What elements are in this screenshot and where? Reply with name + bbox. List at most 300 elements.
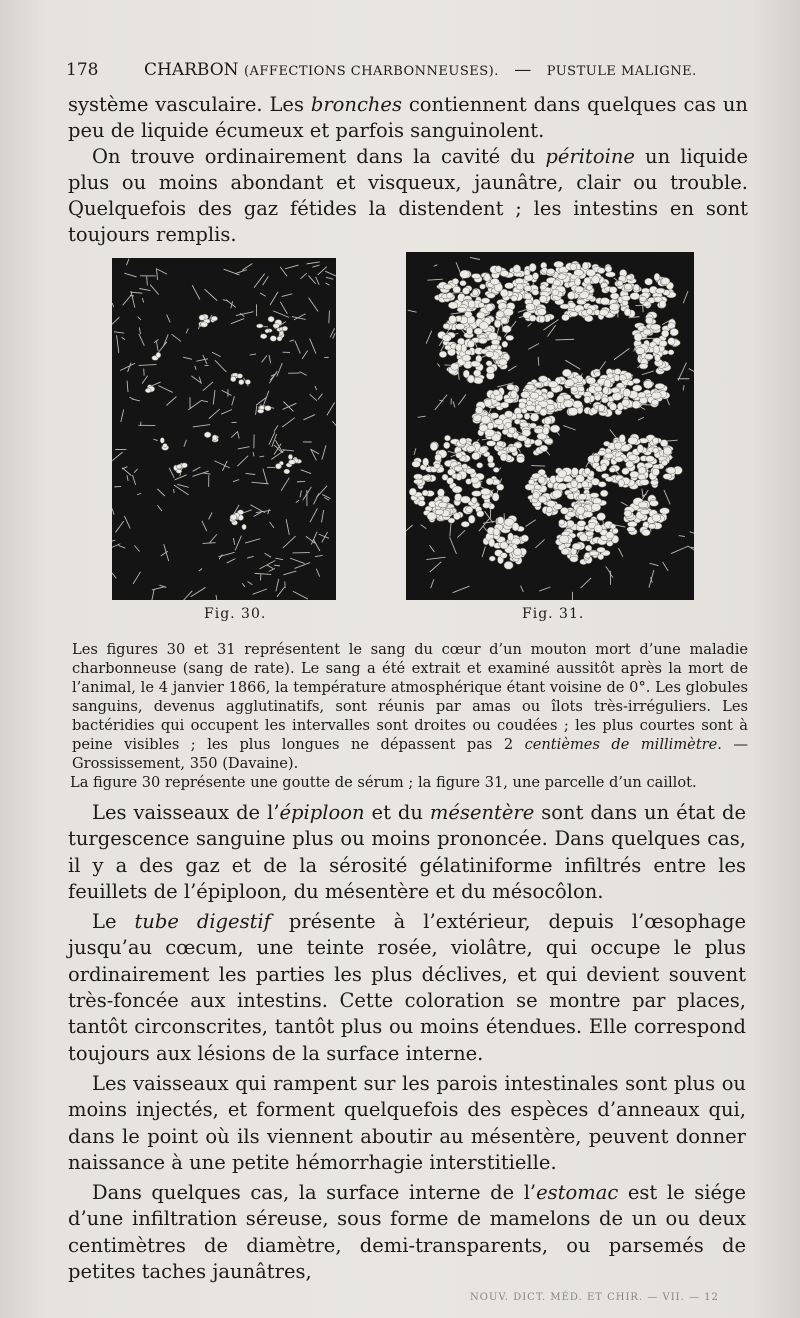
figure-31-micrograph <box>406 252 694 600</box>
blood-globule <box>454 466 462 471</box>
blood-globule <box>575 278 581 286</box>
bacteria-rod <box>453 401 455 407</box>
blood-globule <box>500 289 508 297</box>
blood-globule <box>595 386 602 392</box>
bacteria-rod <box>158 386 172 393</box>
bacteria-rod <box>555 339 574 340</box>
bacteria-rod <box>453 586 470 593</box>
blood-globule <box>567 512 576 518</box>
bacteria-rod <box>122 337 126 339</box>
running-title-right: PUSTULE MALIGNE. <box>546 64 697 79</box>
blood-globule <box>643 329 651 335</box>
bacteria-rod <box>164 544 169 561</box>
blood-globule <box>661 330 668 337</box>
bacteria-rod <box>316 277 320 285</box>
blood-globule <box>653 345 659 353</box>
text-run: Dans quelques cas, la surface interne de l’ <box>92 1181 537 1205</box>
blood-globule <box>597 513 606 521</box>
blood-globule <box>601 397 608 403</box>
blood-globule <box>645 317 652 324</box>
blood-globule <box>639 296 646 301</box>
blood-globule <box>494 419 502 425</box>
bacteria-rod <box>252 482 269 484</box>
blood-globule <box>598 554 604 560</box>
blood-globule <box>507 384 515 390</box>
blood-globule <box>645 278 653 285</box>
bacteria-rod <box>142 298 143 302</box>
blood-globule <box>553 280 560 286</box>
bacteria-rod <box>195 366 196 370</box>
bacteria-rod <box>318 394 323 400</box>
blood-globule <box>237 374 243 379</box>
bacteria-rod <box>649 570 654 588</box>
blood-globule <box>145 388 151 393</box>
blood-globule <box>606 532 614 539</box>
italic-term: mésentère <box>429 801 535 824</box>
bacteria-rod <box>213 390 215 404</box>
blood-globule <box>230 376 236 381</box>
blood-globule <box>597 547 606 552</box>
blood-globule <box>652 392 662 399</box>
blood-globule <box>427 512 436 520</box>
blood-globule <box>435 509 444 515</box>
bacteria-rod <box>269 371 277 383</box>
bacteria-rod <box>303 415 315 420</box>
bacteria-rod <box>233 538 234 545</box>
blood-globule <box>529 315 536 321</box>
bacteria-rod <box>312 265 319 267</box>
blood-globule <box>484 399 492 407</box>
bacteria-rod <box>130 292 142 293</box>
bacteria-rod <box>678 363 686 381</box>
bacteria-rod <box>132 475 135 485</box>
blood-globule <box>565 379 575 386</box>
blood-globule <box>521 535 529 542</box>
bacteria-rod <box>563 426 576 430</box>
blood-globule <box>610 293 619 299</box>
bacteria-rod <box>283 571 296 575</box>
blood-globule <box>651 324 661 330</box>
blood-globule <box>508 533 514 541</box>
blood-globule <box>442 335 451 342</box>
bacteria-rod <box>260 293 266 296</box>
blood-globule <box>508 427 515 434</box>
blood-globule <box>595 371 601 376</box>
blood-globule <box>526 303 535 310</box>
text-run: un liquide plus ou moins abondant et visqueux, jaunâtre, clair ou trouble. Quelquefois des gaz fétides la distendent ; les intestins en sont toujours remplis. <box>68 145 748 246</box>
blood-globule <box>564 400 574 408</box>
italic-term: épiploon <box>279 801 365 824</box>
bacteria-rod <box>638 417 644 420</box>
blood-globule <box>459 438 466 444</box>
blood-globule <box>470 477 479 483</box>
blood-globule <box>576 506 584 514</box>
blood-globule <box>538 376 547 383</box>
blood-globule <box>611 388 620 393</box>
bacteria-rod <box>327 403 335 416</box>
bacteria-rod <box>203 382 213 391</box>
blood-globule <box>524 413 530 419</box>
bacteria-rod <box>175 475 187 480</box>
bacteria-rod <box>166 397 176 406</box>
blood-globule <box>547 391 554 398</box>
blood-globule <box>661 278 670 285</box>
blood-globule <box>288 454 292 459</box>
blood-globule <box>652 468 659 476</box>
blood-globule <box>177 464 182 469</box>
blood-globule <box>624 284 632 290</box>
blood-globule <box>655 383 665 389</box>
blood-globule <box>659 300 666 308</box>
blood-globule <box>543 427 549 435</box>
legend-paragraph-2: La figure 30 représente une goutte de sérum ; la figure 31, une parcelle d’un caillot. <box>70 774 697 791</box>
bacteria-rod <box>470 257 480 259</box>
bacteria-rod <box>167 315 170 323</box>
bacteria-rod <box>112 303 113 307</box>
bacteria-rod <box>332 421 336 430</box>
blood-globule <box>547 268 555 274</box>
bacteria-rod <box>690 532 694 537</box>
bacteria-rod <box>290 340 295 341</box>
bacteria-rod <box>221 410 232 415</box>
blood-globule <box>614 442 622 449</box>
blood-globule <box>486 441 495 447</box>
blood-globule <box>638 467 646 474</box>
bacteria-rod <box>315 386 317 390</box>
blood-globule <box>463 370 469 378</box>
blood-globule <box>499 359 508 366</box>
blood-globule <box>578 494 587 500</box>
blood-globule <box>546 404 555 410</box>
bacteria-rod <box>131 291 135 308</box>
blood-globule <box>599 309 608 316</box>
bacteria-rod <box>310 338 316 353</box>
blood-globule <box>514 548 522 556</box>
blood-globule <box>181 463 187 468</box>
blood-globule <box>528 479 534 485</box>
running-title-sub: (AFFECTIONS CHARBONNEUSES). <box>243 64 499 79</box>
blood-globule <box>461 521 469 527</box>
blood-globule <box>600 490 608 497</box>
blood-globule <box>502 341 508 347</box>
bacteria-rod <box>408 310 417 312</box>
blood-globule <box>265 406 272 411</box>
bacteria-rod <box>123 295 132 305</box>
blood-globule <box>451 363 459 370</box>
blood-globule <box>481 488 491 495</box>
blood-globule <box>414 479 423 484</box>
blood-globule <box>532 289 539 295</box>
blood-globule <box>260 334 267 339</box>
bacteria-rod <box>231 319 244 324</box>
bacteria-rod <box>414 448 416 455</box>
blood-globule <box>462 355 471 362</box>
blood-globule <box>422 475 430 481</box>
bacteria-rod <box>139 365 157 366</box>
blood-globule <box>534 439 542 446</box>
blood-globule <box>585 531 593 536</box>
blood-globule <box>447 292 454 298</box>
blood-globule <box>638 474 646 480</box>
bottom-text-block <box>68 800 746 1289</box>
bacteria-rod <box>139 289 150 291</box>
bacteria-rod <box>322 445 326 459</box>
bacteria-rod <box>201 400 208 401</box>
blood-globule <box>487 422 493 429</box>
text-run: Les vaisseaux qui rampent sur les parois intestinales sont plus ou moins injectés, et forment quelquefois des espèces d’anneaux qui, dans le point où ils viennent aboutir au mésentère, peuvent donner naissance à une petite hémorrhagie interstitielle. <box>68 1071 746 1174</box>
running-title <box>144 60 697 80</box>
blood-globule <box>651 400 658 406</box>
text-run: Le <box>92 910 135 934</box>
bacteria-rod <box>263 276 269 285</box>
bacteria-rod <box>216 595 218 600</box>
blood-globule <box>204 432 211 438</box>
blood-globule <box>652 437 658 444</box>
blood-globule <box>484 274 491 282</box>
blood-globule <box>462 287 469 294</box>
blood-globule <box>473 370 480 377</box>
bacteria-rod <box>236 312 254 316</box>
bacteria-rod <box>124 516 130 529</box>
blood-globule <box>524 285 532 291</box>
blood-globule <box>485 351 493 357</box>
blood-globule <box>460 280 467 286</box>
blood-globule <box>487 293 496 298</box>
blood-globule <box>239 379 244 384</box>
bacteria-rod <box>664 490 670 504</box>
blood-globule <box>600 298 609 305</box>
blood-globule <box>489 556 495 561</box>
italic-term: centièmes de millimètre. <box>524 736 722 753</box>
bacteria-rod <box>282 418 294 427</box>
bacteria-rod <box>310 394 317 401</box>
bacteria-rod <box>121 409 124 422</box>
blood-globule <box>557 395 564 403</box>
blood-globule <box>430 442 437 450</box>
bacteria-rod <box>196 359 208 361</box>
bacteria-rod <box>181 591 193 600</box>
bacteria-rod <box>199 569 202 571</box>
bacteria-rod <box>565 360 580 369</box>
blood-globule <box>461 496 471 503</box>
blood-globule <box>258 409 264 413</box>
page-header <box>66 60 726 86</box>
bacteria-rod <box>158 342 167 353</box>
bacteria-rod <box>326 283 330 285</box>
blood-globule <box>211 316 218 321</box>
bacteria-rod <box>183 357 192 359</box>
bacteria-rod <box>250 354 256 355</box>
bacteria-rod <box>406 525 413 532</box>
blood-globule <box>630 293 640 300</box>
bacteria-rod <box>434 265 438 267</box>
blood-globule <box>529 263 536 271</box>
bacteria-rod <box>457 530 465 537</box>
bacteria-rod <box>112 317 119 327</box>
blood-globule <box>653 448 659 454</box>
bacteria-rod <box>127 381 128 392</box>
bacteria-rod <box>218 552 234 556</box>
paragraph <box>68 1071 746 1176</box>
bacteria-rod <box>142 376 148 384</box>
blood-globule <box>242 524 247 530</box>
bacteria-rod <box>435 395 447 410</box>
blood-globule <box>256 324 263 328</box>
blood-globule <box>586 377 596 384</box>
blood-globule <box>437 489 444 497</box>
bacteria-rod <box>528 343 539 349</box>
bacteria-rod <box>429 545 434 552</box>
blood-globule <box>467 446 476 452</box>
blood-globule <box>201 322 208 327</box>
text-run: Les figures 30 et 31 représentent le sang du cœur d’un mouton mort d’une maladie charbonneuse (sang de rate). Le sang a été extrait et examiné aussitôt après la mort de l’animal, le 4 janvier 1866, la température atmosphérique étant voisine de 0°. Les globules sanguins, devenus agglutinatifs, sont réunis par amas ou îlots très-irréguliers. Les bactéridies qui occupent les intervalles sont droites ou coudées ; les plus courtes sont à peine visibles ; les plus longues ne dépassent pas 2 <box>72 641 748 753</box>
bacteria-rod <box>313 539 320 551</box>
blood-globule <box>496 441 503 446</box>
blood-globule <box>491 278 500 284</box>
blood-globule <box>584 277 591 284</box>
blood-globule <box>497 517 504 524</box>
blood-globule <box>524 270 530 276</box>
bacteria-rod <box>309 298 319 312</box>
blood-globule <box>636 347 645 354</box>
bacteria-rod <box>329 310 330 323</box>
bacteria-rod <box>255 573 272 574</box>
blood-globule <box>618 479 624 487</box>
blood-globule <box>443 323 449 329</box>
bacteria-rod <box>134 545 139 551</box>
blood-globule <box>582 262 588 269</box>
italic-term: bronches <box>310 93 402 116</box>
bacteria-rod <box>297 481 305 482</box>
bacteria-rod <box>227 559 236 563</box>
blood-globule <box>612 393 622 401</box>
blood-globule <box>486 478 493 485</box>
bacteria-rod <box>117 335 119 353</box>
blood-globule <box>477 463 483 469</box>
blood-globule <box>605 266 612 272</box>
bacteria-rod <box>274 425 278 431</box>
bacteria-rod <box>270 522 274 528</box>
blood-globule <box>230 514 237 520</box>
bacteria-rod <box>281 478 289 491</box>
blood-globule <box>539 295 547 302</box>
blood-globule <box>550 425 560 433</box>
blood-globule <box>456 344 462 351</box>
bacteria-rod <box>421 525 427 529</box>
bacteria-rod <box>172 334 181 341</box>
blood-globule <box>489 539 495 547</box>
bacteria-rod <box>191 587 206 596</box>
blood-globule <box>504 411 512 418</box>
text-run: Les vaisseaux de l’ <box>92 801 280 824</box>
top-text-block <box>68 92 748 248</box>
blood-globule <box>533 273 539 280</box>
bacteria-rod <box>290 558 305 563</box>
bacteria-rod <box>231 431 238 437</box>
bacteria-rod <box>152 587 166 590</box>
bacteria-rod <box>138 317 141 320</box>
blood-globule <box>409 488 416 496</box>
bacteria-rod <box>112 540 115 544</box>
bacteria-rod <box>269 432 275 445</box>
blood-globule <box>562 314 570 321</box>
bacteria-rod <box>271 450 284 459</box>
blood-globule <box>486 366 495 373</box>
blood-globule <box>513 265 521 273</box>
blood-globule <box>530 413 539 421</box>
bacteria-rod <box>448 451 455 453</box>
blood-globule <box>544 438 553 444</box>
text-run: et du <box>364 801 430 824</box>
bacteria-rod <box>222 390 232 395</box>
blood-globule <box>650 500 659 506</box>
bacteria-rod <box>114 332 124 333</box>
legend-paragraph <box>72 640 748 773</box>
blood-globule <box>501 317 508 324</box>
blood-globule <box>572 543 581 549</box>
bacteria-rod <box>431 579 434 588</box>
bacteria-rod <box>302 351 308 359</box>
blood-globule <box>640 509 649 514</box>
blood-globule <box>607 373 613 378</box>
bacteria-rod <box>282 294 293 297</box>
bacteria-rod <box>277 363 283 376</box>
blood-globule <box>632 401 640 409</box>
blood-globule <box>466 506 473 512</box>
blood-globule <box>524 293 532 299</box>
blood-globule <box>452 278 459 284</box>
bacteria-rod <box>260 456 265 457</box>
blood-globule <box>546 507 552 513</box>
blood-globule <box>654 354 660 361</box>
bacteria-rod <box>151 589 154 600</box>
bacteria-rod <box>275 558 283 559</box>
blood-globule <box>617 280 623 286</box>
bacteria-rod <box>280 302 287 314</box>
blood-globule <box>465 311 473 317</box>
bacteria-rod <box>157 269 167 274</box>
blood-globule <box>480 284 486 289</box>
blood-globule <box>626 275 632 280</box>
blood-globule <box>456 452 462 458</box>
blood-globule <box>609 403 616 410</box>
blood-globule <box>477 511 484 517</box>
bacteria-rod <box>307 262 320 264</box>
bacteria-rod <box>132 399 140 401</box>
blood-globule <box>479 446 487 453</box>
blood-globule <box>282 326 288 331</box>
bacteria-rod <box>264 553 271 557</box>
blood-globule <box>423 458 429 466</box>
blood-globule <box>603 441 610 446</box>
blood-globule <box>476 312 485 319</box>
blood-globule <box>568 407 578 415</box>
blood-globule <box>277 336 282 341</box>
blood-globule <box>601 463 607 471</box>
blood-globule <box>583 511 592 517</box>
bacteria-rod <box>285 265 299 269</box>
bacteria-rod <box>268 509 270 514</box>
blood-globule <box>512 523 519 531</box>
blood-globule <box>453 513 460 520</box>
blood-globule <box>642 529 651 536</box>
bacteria-rod <box>267 565 273 569</box>
blood-globule <box>663 447 671 455</box>
blood-globule <box>605 477 613 482</box>
paragraph <box>68 144 748 248</box>
bacteria-rod <box>508 366 516 371</box>
bacteria-rod <box>157 489 165 496</box>
